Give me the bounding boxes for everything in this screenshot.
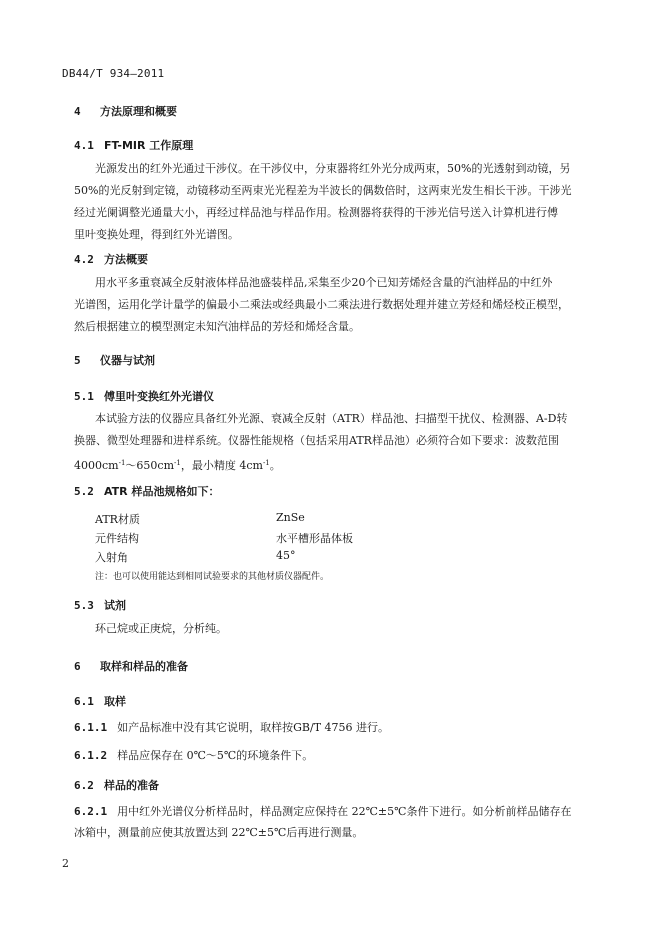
clause-6-1-2 — [74, 745, 313, 767]
text-run: 。 — [269, 459, 281, 472]
section-5-2-heading — [74, 483, 219, 499]
superscript: -1 — [174, 459, 181, 467]
paragraph-line: 经过光阑调整光通量大小，再经过样品池与样品作用。检测器将获得的干涉光信号送入计算机进行傅 — [74, 206, 558, 219]
clause-6-1-1 — [74, 717, 389, 739]
paragraph-line: 然后根据建立的模型测定未知汽油样品的芳烃和烯烃含量。 — [74, 320, 360, 333]
paragraph-line: 环己烷或正庚烷，分析纯。 — [95, 622, 227, 635]
section-6-heading — [74, 658, 188, 674]
section-5-heading — [74, 352, 155, 368]
paragraph-line: 50%的光反射到定镜，动镜移动至两束光光程差为半波长的偶数倍时，这两束光发生相长干涉。干涉光 — [74, 184, 572, 197]
section-title: 样品的准备 — [104, 779, 159, 792]
clause-text: 如产品标准中没有其它说明，取样按GB/T 4756 进行。 — [117, 721, 390, 734]
section-4-2-heading — [74, 251, 148, 267]
note: 注：也可以使用能达到相同试验要求的其他材质仪器配件。 — [95, 572, 330, 582]
section-title: ATR 样品池规格如下： — [104, 485, 220, 498]
spec-value: 45° — [276, 549, 296, 562]
section-number: 4 — [74, 105, 81, 118]
spec-label: 入射角 — [95, 551, 128, 564]
clause-number: 6.1.1 — [74, 721, 108, 734]
superscript: -1 — [262, 459, 270, 467]
section-title: FT-MIR 工作原理 — [104, 139, 194, 152]
section-title: 取样和样品的准备 — [100, 660, 188, 673]
clause-text: 样品应保存在 0℃～5℃的环境条件下。 — [117, 749, 314, 762]
section-number: 6 — [74, 660, 81, 673]
section-number: 6.1 — [74, 695, 94, 708]
section-title: 试剂 — [104, 599, 126, 612]
section-number: 5.3 — [74, 599, 94, 612]
spec-value: ZnSe — [276, 511, 305, 524]
section-number: 4.1 — [74, 139, 94, 152]
section-6-1-heading — [74, 693, 126, 709]
section-number: 5.2 — [74, 485, 94, 498]
standard-id: DB44/T 934—2011 — [62, 67, 165, 80]
section-4-1-heading — [74, 137, 193, 153]
section-title: 傅里叶变换红外光谱仪 — [104, 390, 214, 403]
paragraph-line: 里叶变换处理，得到红外光谱图。 — [74, 228, 239, 241]
clause-text: 用中红外光谱仪分析样品时，样品测定应保持在 22℃±5℃条件下进行。如分析前样品储存在 — [117, 805, 572, 818]
clause-6-2-1 — [74, 801, 571, 823]
clause-number: 6.1.2 — [74, 749, 108, 762]
text-run: ～650cm — [125, 459, 175, 472]
section-title: 方法概要 — [104, 253, 148, 266]
spec-label: ATR材质 — [95, 513, 140, 526]
paragraph-line: 用水平多重衰减全反射液体样品池盛装样品,采集至少20个已知芳烯烃含量的汽油样品的中红外 — [95, 276, 553, 289]
paragraph-line: 光谱图，运用化学计量学的偏最小二乘法或经典最小二乘法进行数据处理并建立芳烃和烯烃校正模型， — [74, 298, 569, 311]
section-5-1-heading — [74, 388, 214, 404]
section-number: 6.2 — [74, 779, 94, 792]
text-run: ，最小精度 4cm — [180, 459, 263, 472]
section-title: 仪器与试剂 — [100, 354, 155, 367]
section-title: 方法原理和概要 — [100, 105, 177, 118]
text-run: 4000cm — [74, 459, 119, 472]
section-5-3-heading — [74, 597, 126, 613]
page-number: 2 — [62, 857, 69, 870]
paragraph-line: 冰箱中，测量前应使其放置达到 22℃±5℃后再进行测量。 — [74, 826, 364, 839]
superscript: -1 — [118, 459, 126, 467]
section-number: 5.1 — [74, 390, 94, 403]
spec-value: 水平槽形晶体板 — [276, 532, 353, 545]
clause-number: 6.2.1 — [74, 805, 108, 818]
paragraph-line: 本试验方法的仪器应具备红外光源、衰减全反射（ATR）样品池、扫描型干扰仪、检测器、A-D转 — [95, 412, 568, 425]
section-6-2-heading — [74, 777, 159, 793]
section-4-heading — [74, 103, 177, 119]
paragraph-line — [74, 452, 281, 477]
paragraph-line: 光源发出的红外光通过干涉仪。在干涉仪中，分束器将红外光分成两束，50%的光透射到动镜，另 — [95, 162, 571, 175]
section-number: 5 — [74, 354, 81, 367]
section-title: 取样 — [104, 695, 126, 708]
paragraph-line: 换器、微型处理器和进样系统。仪器性能规格（包括采用ATR样品池）必须符合如下要求：波数范围 — [74, 434, 559, 447]
section-number: 4.2 — [74, 253, 94, 266]
spec-label: 元件结构 — [95, 532, 139, 545]
